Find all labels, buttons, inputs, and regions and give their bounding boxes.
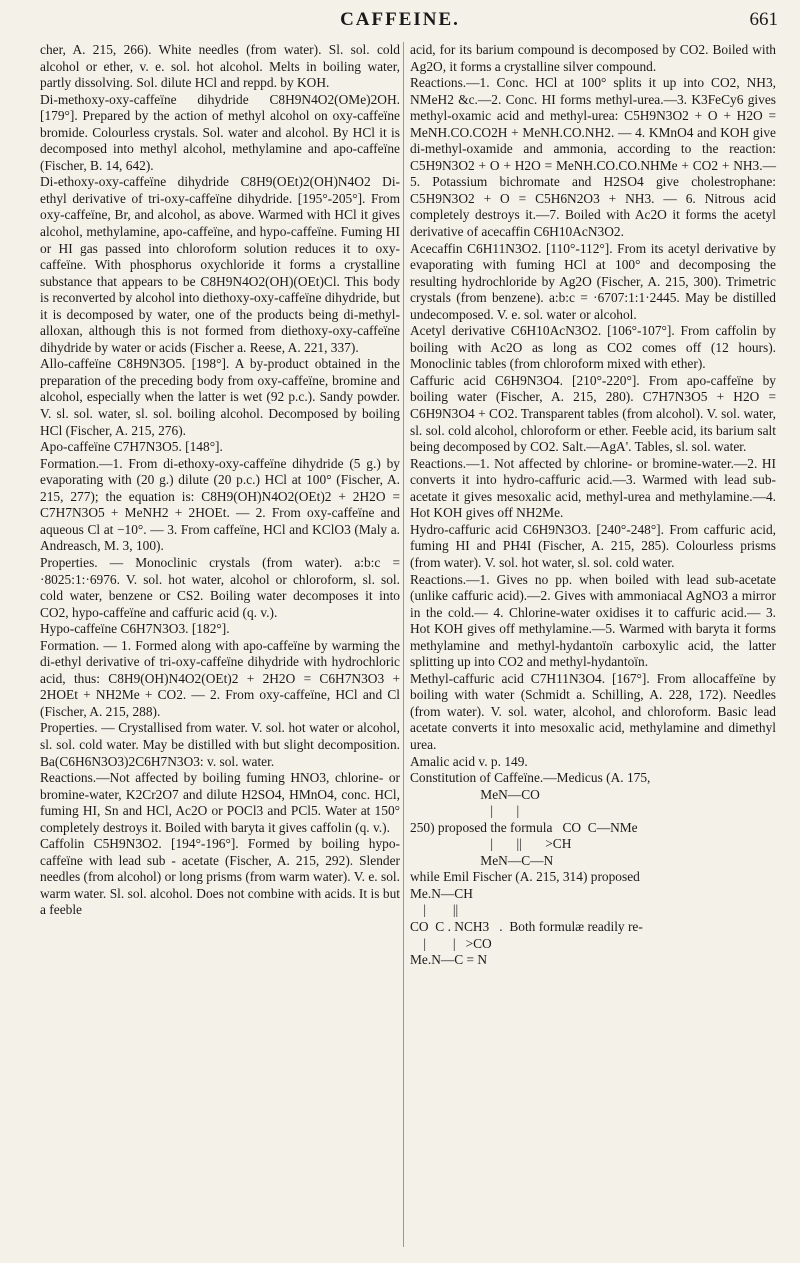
formula-line: CO C . NCH3 . Both formulæ readily re- (410, 918, 643, 934)
paragraph: while Emil Fischer (A. 215, 314) proposed (410, 869, 640, 885)
fischer-formula (410, 886, 776, 969)
left-column (40, 42, 400, 919)
paragraph: Apo-caffeïne C7H7N3O5. [148°]. (40, 439, 223, 455)
paragraph: Acecaffin C6H11N3O2. [110°-112°]. From its acetyl derivative by evaporating with fuming HCl at 100° and decomposing the resulting hydrochloride by Ag2O (Fischer, A. 215, 300). Trimetric crystals (from benzene). a:b:c = ·6707:1:1·2445. May be distilled undecomposed. V. e. sol. water or alcohol. (410, 240, 776, 322)
paragraph: Formation. — 1. Formed along with apo-caffeïne by warming the di-ethyl derivative of tri-oxy-caffeïne dihydride with hydrochloric acid, thus: C8H9(OH)N4O2(OEt)2 + 2H2O = C6H7N3O3 + 2HOEt + NH2Me + CO2. — 2. From oxy-caffeïne, HCl and Cl (Fischer, A. 215, 288). (40, 637, 400, 719)
formula-line: 250) proposed the formula CO C—NMe (410, 819, 638, 835)
paragraph: Allo-caffeïne C8H9N3O5. [198°]. A by-product obtained in the preparation of the preceding body from oxy-caffeïne, bromine and alcohol, especially when the latter is wet (92 p.c.). Sandy powder. V. sl. sol. water, sl. sol. boiling alcohol. Decomposed by boiling HCl (Fischer, A. 215, 276). (40, 356, 400, 438)
formula-line: MeN—CO (410, 786, 540, 802)
paragraph: Hypo-caffeïne C6H7N3O3. [182°]. (40, 621, 230, 637)
page-number: 661 (749, 9, 778, 30)
paragraph: Caffolin C5H9N3O2. [194°-196°]. Formed by boiling hypo-caffeïne with lead sub - acetate (Fischer, A. 215, 292). Slender needles (from alcohol) or long prisms (from warm water). V. e. sol. warm water. Sl. sol. alcohol. Does not combine with acids. It is but a feeble (40, 836, 400, 918)
paragraph: Methyl-caffuric acid C7H11N3O4. [167°]. From allocaffeïne by boiling with water (Schmidt a. Schilling, A. 228, 172). Needles (from water). V. sol. water, alcohol, and chloroform. Basic lead acetate converts it into mesoxalic acid, methylamine and dimethyl urea. (410, 670, 776, 752)
paragraph: Reactions.—1. Gives no pp. when boiled with lead sub-acetate (unlike caffuric acid).—2. Gives with ammoniacal AgNO3 a mirror in the cold.— 4. Chlorine-water oxidises it to caffuric acid.— 3. Hot KOH gives off methylamine.—5. Warmed with baryta it forms methylamine and methyl-hydantoïn carboxylic acid, the latter splitting up into CO2 and methyl-hydantoïn. (410, 571, 776, 670)
paragraph: cher, A. 215, 266). White needles (from water). Sl. sol. cold alcohol or ether, v. e. sol. hot alcohol. Melts in boiling water, partly dissolving. Sol. dilute HCl and reppd. by KOH. (40, 42, 400, 91)
paragraph: Reactions.—1. Not affected by chlorine- or bromine-water.—2. HI converts it into hydro-caffuric acid.—3. Warmed with lead sub-acetate it gives mesoxalic acid, methyl-urea and methylamine.—4. Hot KOH gives off NH2Me. (410, 455, 776, 521)
formula-line: Me.N—C = N (410, 952, 488, 968)
formula-line: | | (410, 803, 520, 819)
medicus-formula (410, 787, 776, 870)
paragraph: Reactions.—Not affected by boiling fuming HNO3, chlorine- or bromine-water, K2Cr2O7 and dilute H2SO4, HMnO4, conc. HCl, fuming HI, Sn and HCl, Ac2O or POCl3 and PCl5. Water at 150° completely destroys it. Boiled with baryta it gives caffolin (q. v.). (40, 770, 400, 835)
paragraph: Amalic acid v. p. 149. (410, 753, 528, 769)
formula-line: | || >CH (410, 836, 572, 852)
formula-line: | || (410, 902, 459, 918)
formula-line: MeN—C—N (410, 852, 554, 868)
paragraph: Constitution of Caffeïne.—Medicus (A. 175, (410, 770, 651, 786)
paragraph: Reactions.—1. Conc. HCl at 100° splits it up into CO2, NH3, NMeH2 &c.—2. Conc. HI forms methyl-urea.—3. K3FeCy6 gives methyl-oxamic acid and methyl-urea: C5H9N3O2 + O + H2O = MeNH.CO.CO2H + MeNH.CO.NH2. — 4. KMnO4 and KOH give di-methyl-oxamide and ammonia, according to the reaction: C5H9N3O2 + O + H2O = MeNH.CO.CO.NHMe + CO2 + NH3.—5. Potassium bichromate and H2SO4 give cholestrophane: C5H9N3O2 + O = C5H6N2O3 + NH3. — 6. Nitrous acid completely destroys it.—7. Boiled with Ac2O it forms the acetyl derivative of acecaffin C6H10AcN3O2. (410, 75, 776, 240)
column-divider (403, 42, 404, 1247)
formula-line: | | >CO (410, 935, 492, 951)
paragraph: Acetyl derivative C6H10AcN3O2. [106°-107°]. From caffolin by boiling with Ac2O as long as CO2 comes off (12 hours). Monoclinic tables (from chloroform mixed with ether). (410, 323, 776, 372)
paragraph: Caffuric acid C6H9N3O4. [210°-220°]. From apo-caffeïne by boiling water (Fischer, A. 215, 280). C7H7N3O5 + H2O = C6H9N3O4 + CO2. Transparent tables (from alcohol). V. sol. water, sl. sol. cold alcohol, chloroform or ether. Feeble acid, its barium salt being decomposed by CO2. Salt.—AgA'. Tables, sl. sol. water. (410, 372, 776, 455)
formula-line: Me.N—CH (410, 885, 473, 901)
paragraph: Hydro-caffuric acid C6H9N3O3. [240°-248°]. From caffuric acid, fuming HI and PH4I (Fischer, A. 215, 285). Colourless prisms (from water). V. sol. hot water, sl. sol. cold water. (410, 521, 776, 570)
paragraph: Properties. — Crystallised from water. V. sol. hot water or alcohol, sl. sol. cold water. May be distilled with but slight decomposition. Ba(C6H6N3O3)2C6H7N3O3: v. sol. water. (40, 720, 400, 769)
paragraph: Properties. — Monoclinic crystals (from water). a:b:c = ·8025:1:·6976. V. sol. hot water, alcohol or chloroform, sl. sol. cold water, benzene or CS2. Boiling water decomposes it into CO2, hypo-caffeïne and caffuric acid (q. v.). (40, 554, 400, 620)
paragraph: Di-ethoxy-oxy-caffeïne dihydride C8H9(OEt)2(OH)N4O2 Di-ethyl derivative of tri-oxy-caffeïne dihydride. [195°-205°]. From oxy-caffeïne, Br, and alcohol, as above. Warmed with HCl it gives alcohol, methylamine, apo-caffeïne, and hypo-caffeïne. Fuming HI or HI gas passed into chloroform solution reduces it to oxy-caffeïne. With phosphorus oxychloride it forms a crystalline substance that appears to be C8H9N4O2(OH)(OEt)Cl. This body is reconverted by alcohol into diethoxy-oxy-caffeïne dihydride, but it is decomposed by water, one of the products being di-methyl-alloxan, although this is not formed from diethoxy-oxy-caffeïne dihydride by water or acids (Fischer a. Reese, A. 221, 337). (40, 174, 400, 355)
running-title: CAFFEINE. (340, 9, 460, 30)
paragraph: acid, for its barium compound is decomposed by CO2. Boiled with Ag2O, it forms a crystalline silver compound. (410, 42, 776, 74)
right-column (410, 42, 776, 969)
paragraph: Di-methoxy-oxy-caffeïne dihydride C8H9N4O2(OMe)2OH. [179°]. Prepared by the action of methyl alcohol on oxy-caffeïne bromide. Colourless crystals. Sol. water and alcohol. By HCl it is decomposed into methyl alcohol, methylamine and apo-caffeïne (Fischer, B. 14, 642). (40, 91, 400, 173)
paragraph: Formation.—1. From di-ethoxy-oxy-caffeïne dihydride (5 g.) by evaporating with (20 g.) dilute (20 p.c.) HCl at 100° (Fischer, A. 215, 277); the equation is: C8H9(OH)N4O2(OEt)2 + 2H2O = C7H7N3O5 + MeNH2 + 2HOEt. — 2. From oxy-caffeïne and aqueous Cl at −10°. — 3. From caffeïne, HCl and KClO3 (Maly a. Andreasch, M. 3, 100). (40, 455, 400, 554)
